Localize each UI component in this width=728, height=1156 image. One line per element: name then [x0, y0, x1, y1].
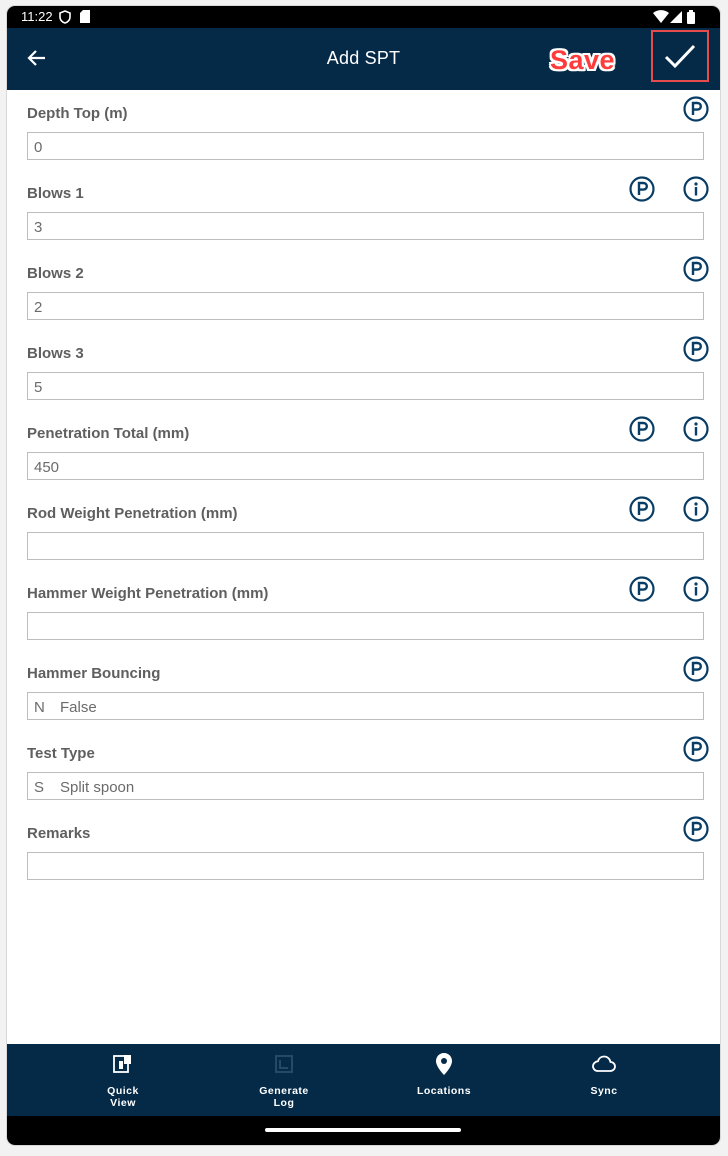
form-field [7, 410, 720, 490]
field-value: Split spoon [60, 779, 135, 796]
form-field [7, 250, 720, 330]
field-input[interactable] [27, 212, 704, 240]
field-input[interactable] [27, 772, 704, 800]
field-label: Blows 1 [27, 185, 84, 202]
field-input[interactable] [27, 692, 704, 720]
signal-icon [670, 10, 682, 23]
info-icon[interactable] [683, 176, 709, 202]
nav-quick-view[interactable] [53, 1044, 193, 1116]
field-label: Test Type [27, 745, 95, 762]
nav-label: Sync [590, 1085, 618, 1097]
preset-p-icon[interactable] [683, 816, 709, 842]
generate-log-icon [272, 1052, 296, 1076]
field-input[interactable] [27, 612, 704, 640]
quick-view-icon [111, 1052, 135, 1076]
location-pin-icon [432, 1052, 456, 1076]
form-field [7, 330, 720, 410]
save-button[interactable] [651, 30, 709, 82]
status-bar [7, 6, 720, 28]
preset-p-icon[interactable] [629, 496, 655, 522]
preset-p-icon[interactable] [683, 736, 709, 762]
field-code: N [34, 699, 45, 716]
nav-sync[interactable] [534, 1044, 674, 1116]
info-icon[interactable] [683, 576, 709, 602]
form-field [7, 810, 720, 890]
field-input[interactable] [27, 532, 704, 560]
device-frame [7, 6, 720, 1145]
field-label: Depth Top (m) [27, 105, 128, 122]
field-label: Blows 2 [27, 265, 84, 282]
field-input[interactable] [27, 132, 704, 160]
preset-p-icon[interactable] [683, 256, 709, 282]
field-label: Blows 3 [27, 345, 84, 362]
home-indicator[interactable] [265, 1128, 461, 1132]
field-value: False [60, 699, 97, 716]
preset-p-icon[interactable] [683, 96, 709, 122]
battery-icon [687, 10, 695, 24]
bottom-navigation [7, 1044, 720, 1116]
preset-p-icon[interactable] [629, 576, 655, 602]
field-value: 3 [34, 219, 43, 236]
field-label: Penetration Total (mm) [27, 425, 190, 442]
status-time: 11:22 [21, 9, 53, 24]
preset-p-icon[interactable] [683, 336, 709, 362]
save-annotation: Save [550, 45, 616, 75]
field-input[interactable] [27, 292, 704, 320]
info-icon[interactable] [683, 416, 709, 442]
field-value: 450 [34, 459, 60, 476]
nav-label: Quick View [107, 1085, 139, 1109]
field-code: S [34, 779, 45, 796]
form-field [7, 650, 720, 730]
field-value: 2 [34, 299, 43, 316]
preset-p-icon[interactable] [629, 176, 655, 202]
field-value: 5 [34, 379, 43, 396]
nav-label: Generate Log [259, 1085, 309, 1109]
info-icon[interactable] [683, 496, 709, 522]
field-input[interactable] [27, 452, 704, 480]
sd-card-icon [80, 10, 90, 23]
nav-label: Locations [416, 1085, 472, 1097]
field-label: Hammer Weight Penetration (mm) [27, 585, 269, 602]
page-title: Add SPT [326, 48, 401, 68]
wifi-icon [653, 10, 669, 23]
checkmark-icon [662, 38, 698, 74]
nav-locations[interactable] [374, 1044, 514, 1116]
preset-p-icon[interactable] [683, 656, 709, 682]
nav-generate-log[interactable] [214, 1044, 354, 1116]
app-bar [7, 28, 720, 90]
cloud-icon [592, 1052, 616, 1076]
field-value: 0 [34, 139, 43, 156]
form-field [7, 90, 720, 170]
form-field [7, 730, 720, 810]
field-label: Rod Weight Penetration (mm) [27, 505, 238, 522]
shield-icon [59, 10, 71, 24]
system-nav-bar [7, 1116, 720, 1145]
field-input[interactable] [27, 852, 704, 880]
field-label: Hammer Bouncing [27, 665, 161, 682]
form-field [7, 570, 720, 650]
form-field [7, 170, 720, 250]
field-label: Remarks [27, 825, 91, 842]
preset-p-icon[interactable] [629, 416, 655, 442]
field-input[interactable] [27, 372, 704, 400]
form-field [7, 490, 720, 570]
